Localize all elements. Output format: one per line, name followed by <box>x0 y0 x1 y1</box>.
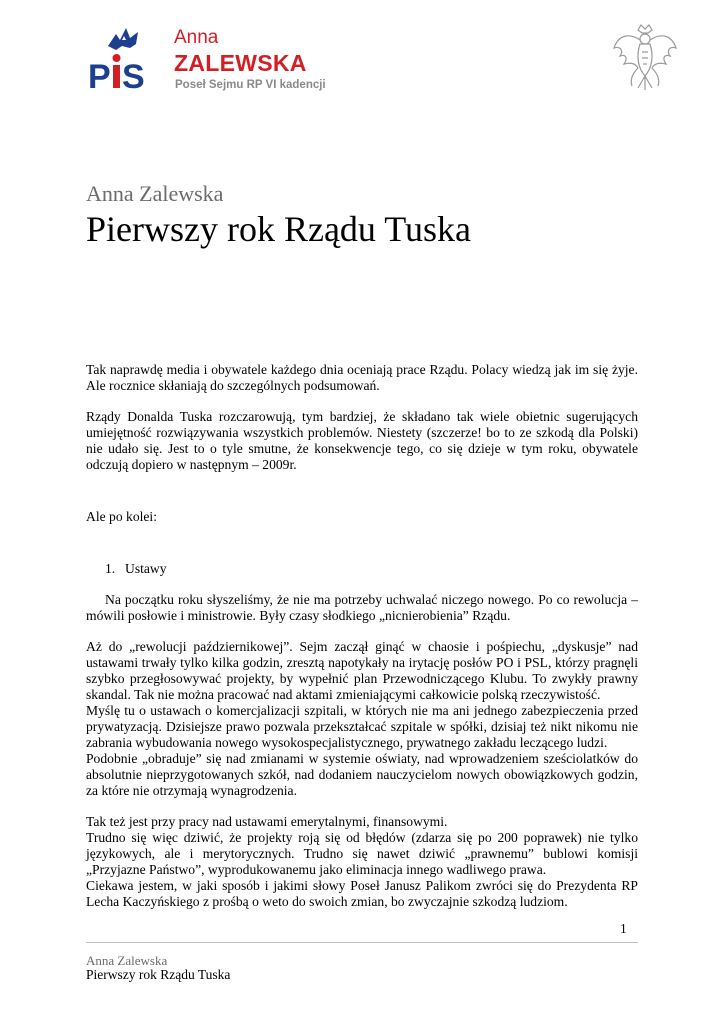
paragraph: Trudno się więc dziwić, że projekty roją się od błędów (zdarza się po 200 poprawek) nie tylko językowych, ale i merytorycznych. Trudno się nawet dziwić „prawnemu” bublowi komisji „Przyjazne Państwo”, wyprodukowanemu jako eliminacja innego wadliwego prawa. <box>86 830 638 877</box>
polish-eagle-emblem-icon <box>610 22 680 96</box>
paragraph: Ciekawa jestem, w jaki sposób i jakimi słowy Poseł Janusz Palikom zwróci się do Prezydenta RP Lecha Kaczyńskiego z prośbą o weto do swoich zmian, bo zwyczajnie szkodzą ludziom. <box>86 878 638 909</box>
paragraph: Na początku roku słyszeliśmy, że nie ma potrzeby uchwalać niczego nowego. Po co rewolucja – mówili posłowie i ministrowie. Były czasy słodkiego „nicnierobienia” Rządu. <box>86 592 638 623</box>
header-subtitle: Poseł Sejmu RP VI kadencji <box>175 79 326 91</box>
paragraph: Aż do „rewolucji październikowej”. Sejm zaczął ginąć w chaosie i pośpiechu, „dyskusje” nad ustawami trwały tylko kilka godzin, zresztą napotykały na irytację posłów PO i PSL, którzy pragnęli szybko przegłosowywać projekty, by wypełnić plan Przewodniczącego Klubu. To zwykły prawny skandal. Tak nie można pracować nad aktami zmieniającymi całkowicie polską rzeczywistość. <box>86 639 638 702</box>
footer-author: Anna Zalewska <box>86 953 168 968</box>
header-first-name: Anna <box>174 27 219 48</box>
page-number: 1 <box>620 921 627 936</box>
footer-title: Pierwszy rok Rządu Tuska <box>86 967 231 982</box>
intro-heading: Ale po kolei: <box>86 509 157 524</box>
document-body <box>86 362 638 910</box>
pis-party-logo <box>86 24 158 96</box>
svg-text:S: S <box>122 58 145 96</box>
svg-text:P: P <box>88 58 111 96</box>
paragraph: Tak też jest przy pracy nad ustawami emerytalnymi, finansowymi. <box>86 814 448 829</box>
paragraph: Tak naprawdę media i obywatele każdego dnia oceniają prace Rządu. Polacy wiedzą jak im się żyje. Ale rocznice skłaniają do szczególnych podsumowań. <box>86 362 638 393</box>
section-number: 1. <box>105 561 116 576</box>
section-title: Ustawy <box>125 561 167 576</box>
paragraph: Myślę tu o ustawach o komercjalizacji szpitali, w których nie ma ani jednego zabezpieczenia przed prywatyzacją. Dzisiejsze prawo pozwala przekształcać szpitale w spółki, dzisiaj też nikt nikomu nie zabrania wybudowania nowego wysokospecjalistycznego, prywatnego zakładu leczącego ludzi. <box>86 703 638 750</box>
document-title: Pierwszy rok Rządu Tuska <box>86 209 471 249</box>
section-heading <box>86 561 638 577</box>
document-author: Anna Zalewska <box>86 181 224 206</box>
paragraph: Rządy Donalda Tuska rozczarowują, tym bardziej, że składano tak wiele obietnic sugerujących umiejętność rozwiązywania wszystkich problemów. Niestety (szczerze! bo to ze szkodą dla Polski) nie udało się. Jest to o tyle smutne, że konsekwencje tego, co się dzieje w tym roku, obywatele odczują dopiero w następnym – 2009r. <box>86 409 638 472</box>
paragraph: Podobnie „obraduje” się nad zmianami w systemie oświaty, nad wprowadzeniem sześciolatków do absolutnie nieprzygotowanych szkół, nad dodaniem nauczycielom nowych obowiązkowych godzin, za które nie otrzymają wynagrodzenia. <box>86 751 638 798</box>
footer-divider <box>86 942 638 943</box>
header-last-name: ZALEWSKA <box>174 50 307 76</box>
